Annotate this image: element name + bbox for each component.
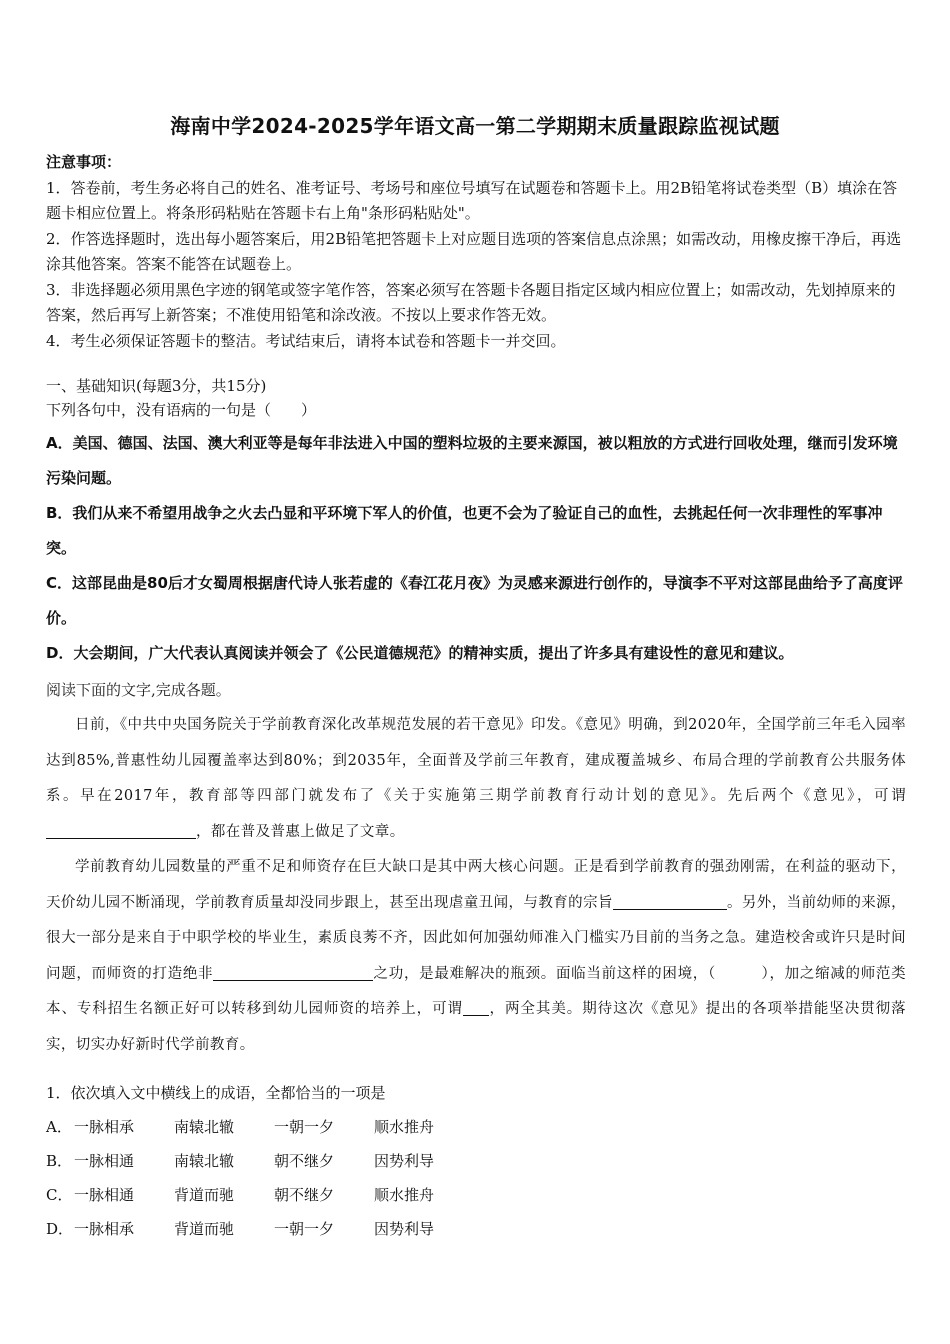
choice-word: 一脉相通 [74, 1152, 135, 1170]
choice-label: C． [46, 1186, 73, 1204]
choice-word: 一朝一夕 [274, 1220, 335, 1238]
question-stem: 下列各句中，没有语病的一句是（ ） [46, 401, 317, 419]
exam-title: 海南中学2024-2025学年语文高一第二学期期末质量跟踪监视试题 [170, 114, 780, 138]
option-c: C．这部昆曲是80后才女蜀周根据唐代诗人张若虚的《春江花月夜》为灵感来源进行创作的，导演李不平对这部昆曲给予了高度评价。 [46, 574, 903, 627]
notice-item: 3．非选择题必须用黑色字迹的钢笔或签字笔作答，答案必须写在答题卡各题目指定区域内相应位置上；如需改动，先划掉原来的答案，然后再写上新答案；不准使用铅笔和涂改液。不按以上要求作答无效。 [46, 280, 896, 324]
choice-word: 一朝一夕 [274, 1118, 335, 1136]
choice-word: 顺水推舟 [374, 1118, 435, 1136]
choice-label: D． [46, 1220, 74, 1238]
fill-blank [213, 965, 373, 981]
passage-text: 。另外，当前幼师的来源，很大一部分是来自于中职学校的毕业生，素质良莠不齐，因此如何加强幼师准入门槛实乃目前的当务之急。建造校舍或许只是时间问题，而师资的打造绝非 [46, 894, 906, 982]
choice-word: 南辕北辙 [174, 1152, 235, 1170]
choice-b [46, 1144, 908, 1178]
option-d: D．大会期间，广大代表认真阅读并领会了《公民道德规范》的精神实质，提出了许多具有建设性的意见和建议。 [46, 644, 794, 662]
choice-word: 朝不继夕 [274, 1152, 335, 1170]
choice-word: 南辕北辙 [174, 1118, 235, 1136]
notice-item: 2．作答选择题时，选出每小题答案后，用2B铅笔把答题卡上对应题目选项的答案信息点涂黑；如需改动，用橡皮擦干净后，再选涂其他答案。答案不能答在试题卷上。 [46, 229, 902, 273]
question-1 [46, 1076, 908, 1246]
choice-a [46, 1110, 908, 1144]
choice-word: 朝不继夕 [274, 1186, 335, 1204]
choice-word: 背道而驰 [174, 1186, 235, 1204]
question-1-stem: 1．依次填入文中横线上的成语，全都恰当的一项是 [46, 1084, 386, 1102]
reading-intro: 阅读下面的文字,完成各题。 [46, 681, 231, 699]
question-options [46, 426, 908, 671]
passage-text: 日前，《中共中央国务院关于学前教育深化改革规范发展的若干意见》印发。《意见》明确，到2020年，全国学前三年毛入园率达到85%,普惠性幼儿园覆盖率达到80%；到2035年，全面普及学前三年教育，建成覆盖城乡、布局合理的学前教育公共服务体系。早在2017年，教育部等四部门就发布了《关于实施第三期学前教育行动计划的意见》。先后两个《意见》，可谓 [46, 717, 906, 804]
choice-label: B． [46, 1152, 73, 1170]
passage-text: ，两全其美。期待这次《意见》提出的各项举措能坚决贯彻落实，切实办好新时代学前教育。 [46, 1001, 906, 1053]
choice-word: 一脉相通 [74, 1186, 135, 1204]
choice-word: 因势利导 [374, 1220, 435, 1238]
choice-word: 因势利导 [374, 1152, 435, 1170]
choice-c [46, 1178, 908, 1212]
choice-label: A． [46, 1118, 72, 1136]
choice-word: 顺水推舟 [374, 1186, 435, 1204]
passage-text: ，都在普及普惠上做足了文章。 [196, 823, 405, 840]
choice-d [46, 1212, 908, 1246]
passage-text: 学前教育幼儿园数量的严重不足和师资存在巨大缺口是其中两大核心问题。正是看到学前教育的强劲刚需，在利益的驱动下，天价幼儿园不断涌现，学前教育质量却没同步跟上，甚至出现虐童丑闻，与教育的宗旨 [46, 859, 906, 911]
fill-blank [46, 823, 196, 839]
passage-text: 之功，是最难解决的瓶颈。面临当前这样的困境，（ ），加之缩减的师范类本、专科招生名额正好可以转移到幼儿园师资的培养上，可谓 [46, 965, 906, 1017]
fill-blank [463, 1001, 489, 1017]
notice-block [46, 150, 908, 354]
passage-paragraph [46, 850, 906, 1063]
option-b: B．我们从来不希望用战争之火去凸显和平环境下军人的价值，也更不会为了验证自己的血性，去挑起任何一次非理性的军事冲突。 [46, 504, 883, 557]
notice-item: 4．考生必须保证答题卡的整洁。考试结束后，请将本试卷和答题卡一并交回。 [46, 331, 566, 350]
option-a: A．美国、德国、法国、澳大利亚等是每年非法进入中国的塑料垃圾的主要来源国，被以粗放的方式进行回收处理，继而引发环境污染问题。 [46, 434, 898, 487]
section-title: 一、基础知识(每题3分，共15分) [46, 377, 267, 395]
fill-blank [613, 894, 727, 910]
notice-heading: 注意事项： [46, 153, 122, 171]
choice-word: 一脉相承 [74, 1220, 135, 1238]
choice-word: 背道而驰 [174, 1220, 235, 1238]
passage-paragraph [46, 708, 906, 850]
reading-passage [46, 708, 906, 1063]
notice-item: 1．答卷前，考生务必将自己的姓名、准考证号、考场号和座位号填写在试题卷和答题卡上。用2B铅笔将试卷类型（B）填涂在答题卡相应位置上。将条形码粘贴在答题卡右上角"条形码粘贴处"。 [46, 178, 898, 222]
choice-word: 一脉相承 [74, 1118, 135, 1136]
